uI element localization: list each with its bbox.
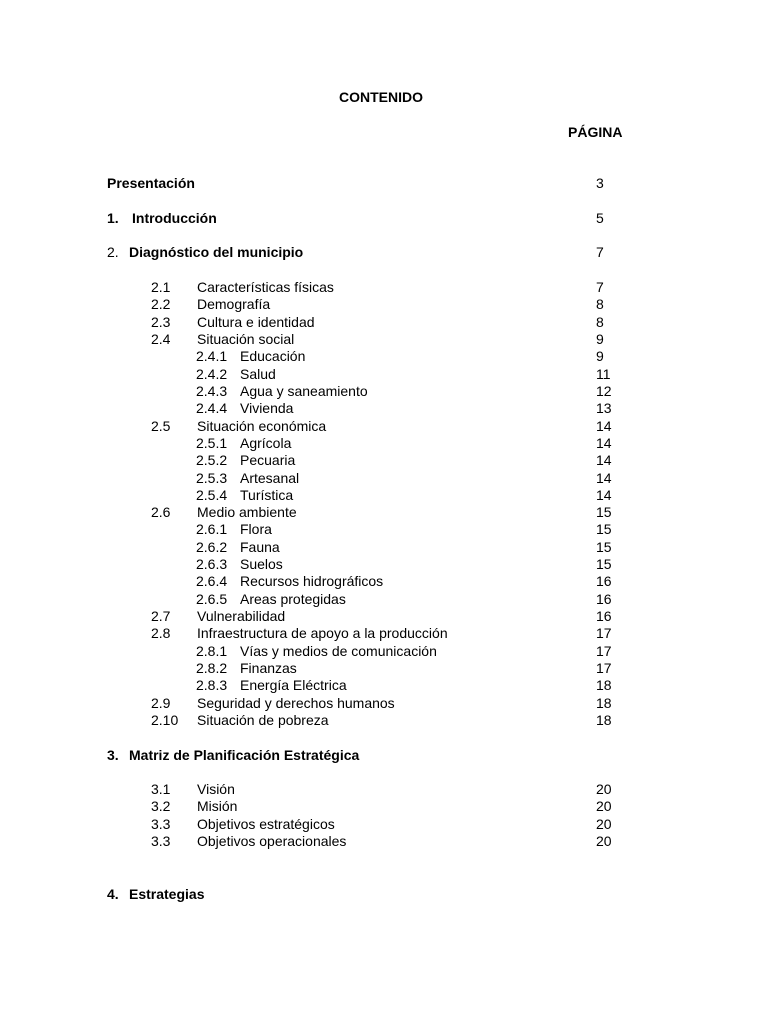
page-column-header: PÁGINA	[568, 124, 623, 140]
toc-entry-number: 2.8.2	[196, 660, 228, 676]
toc-entry-page: 13	[596, 400, 612, 416]
toc-entry-title: Matriz de Planificación Estratégica	[129, 747, 360, 763]
toc-entry-number: 2.5.3	[196, 470, 228, 486]
toc-entry-page: 17	[596, 660, 612, 676]
toc-entry-page: 15	[596, 504, 612, 520]
toc-entry-number: 4.	[107, 886, 119, 902]
toc-entry-page: 18	[596, 677, 612, 693]
toc-entry-title: Cultura e identidad	[197, 314, 315, 330]
toc-entry-page: 14	[596, 435, 612, 451]
toc-entry-title: Areas protegidas	[240, 591, 346, 607]
toc-entry-page: 14	[596, 470, 612, 486]
toc-entry-number: 2.4.4	[196, 400, 228, 416]
toc-entry-number: 2.10	[151, 712, 179, 728]
toc-entry-number: 2.6.5	[196, 591, 228, 607]
toc-entry-title: Agrícola	[240, 435, 292, 451]
toc-entry-number: 3.3	[151, 816, 171, 832]
toc-entry-number: 2.7	[151, 608, 171, 624]
toc-entry-title: Turística	[240, 487, 294, 503]
toc-entry-page: 18	[596, 695, 612, 711]
toc-entry-page: 12	[596, 383, 612, 399]
toc-entry-number: 3.	[107, 747, 119, 763]
toc-entry-page: 9	[596, 331, 604, 347]
toc-entry-number: 2.9	[151, 695, 171, 711]
toc-entry-title: Flora	[240, 521, 272, 537]
toc-entry-number: 3.1	[151, 781, 171, 797]
toc-entry-page: 17	[596, 625, 612, 641]
toc-entry-title: Medio ambiente	[197, 504, 297, 520]
toc-entry-page: 15	[596, 556, 612, 572]
toc-entry-number: 3.3	[151, 833, 171, 849]
page-title: CONTENIDO	[339, 89, 423, 105]
toc-entry-number: 2.4.1	[196, 348, 228, 364]
toc-entry-page: 14	[596, 487, 612, 503]
toc-entry-page: 18	[596, 712, 612, 728]
toc-entry-page: 16	[596, 573, 612, 589]
toc-entry-page: 5	[596, 210, 604, 226]
toc-entry-number: 2.5.4	[196, 487, 228, 503]
toc-entry-page: 8	[596, 314, 604, 330]
toc-entry-page: 20	[596, 816, 612, 832]
toc-entry-number: 2.6.1	[196, 521, 228, 537]
toc-entry-page: 15	[596, 539, 612, 555]
toc-entry-title: Finanzas	[240, 660, 297, 676]
toc-entry-title: Agua y saneamiento	[240, 383, 368, 399]
toc-entry-title: Artesanal	[240, 470, 300, 486]
toc-entry-title: Características físicas	[197, 279, 334, 295]
toc-entry-number: 2.6.3	[196, 556, 228, 572]
toc-entry-title: Misión	[197, 798, 238, 814]
toc-entry-page: 11	[596, 366, 611, 382]
toc-entry-number: 2.5	[151, 418, 171, 434]
toc-entry-title: Vivienda	[240, 400, 294, 416]
toc-entry-number: 2.4	[151, 331, 171, 347]
toc-entry-number: 2.2	[151, 296, 171, 312]
toc-entry-number: 2.3	[151, 314, 171, 330]
toc-entry-title: Vulnerabilidad	[197, 608, 286, 624]
toc-entry-page: 14	[596, 418, 612, 434]
toc-entry-page: 17	[596, 643, 612, 659]
toc-entry-number: 2.4.2	[196, 366, 228, 382]
toc-entry-title: Situación económica	[197, 418, 327, 434]
toc-entry-page: 16	[596, 608, 612, 624]
toc-entry-title: Objetivos estratégicos	[197, 816, 335, 832]
toc-entry-number: 2.1	[151, 279, 171, 295]
toc-entry-page: 16	[596, 591, 612, 607]
toc-entry-page: 20	[596, 798, 612, 814]
toc-entry-title: Vías y medios de comunicación	[240, 643, 437, 659]
toc-entry-number: 1.	[107, 210, 119, 226]
toc-entry-page: 3	[596, 175, 604, 191]
toc-entry-page: 14	[596, 452, 612, 468]
toc-entry-title: Visión	[197, 781, 235, 797]
toc-entry-number: 2.6.4	[196, 573, 228, 589]
toc-entry-page: 15	[596, 521, 612, 537]
toc-entry-title: Suelos	[240, 556, 283, 572]
toc-entry-title: Infraestructura de apoyo a la producción	[197, 625, 448, 641]
toc-entry-page: 9	[596, 348, 604, 364]
toc-entry-title: Objetivos operacionales	[197, 833, 347, 849]
toc-entry-page: 7	[596, 279, 604, 295]
toc-entry-title: Energía Eléctrica	[240, 677, 347, 693]
toc-entry-title: Situación social	[197, 331, 295, 347]
toc-entry-number: 2.8.3	[196, 677, 228, 693]
toc-entry-page: 20	[596, 833, 612, 849]
toc-entry-title: Seguridad y derechos humanos	[197, 695, 395, 711]
toc-entry-title: Presentación	[107, 175, 195, 191]
toc-entry-number: 2.6.2	[196, 539, 228, 555]
toc-entry-page: 8	[596, 296, 604, 312]
toc-entry-title: Demografía	[197, 296, 271, 312]
toc-entry-title: Introducción	[132, 210, 217, 226]
toc-entry-number: 3.2	[151, 798, 171, 814]
toc-entry-title: Fauna	[240, 539, 280, 555]
toc-entry-number: 2.4.3	[196, 383, 228, 399]
toc-entry-number: 2.5.2	[196, 452, 228, 468]
toc-entry-title: Pecuaria	[240, 452, 296, 468]
toc-entry-title: Diagnóstico del municipio	[129, 244, 304, 260]
toc-entry-title: Salud	[240, 366, 276, 382]
toc-entry-number: 2.5.1	[196, 435, 228, 451]
toc-entry-number: 2.8.1	[196, 643, 228, 659]
toc-entry-number: 2.8	[151, 625, 171, 641]
toc-entry-title: Educación	[240, 348, 306, 364]
toc-entry-number: 2.	[107, 244, 119, 260]
toc-entry-title: Recursos hidrográficos	[240, 573, 384, 589]
toc-entry-page: 20	[596, 781, 612, 797]
toc-entry-title: Estrategias	[129, 886, 205, 902]
toc-entry-title: Situación de pobreza	[197, 712, 329, 728]
toc-entry-number: 2.6	[151, 504, 171, 520]
toc-entry-page: 7	[596, 244, 604, 260]
